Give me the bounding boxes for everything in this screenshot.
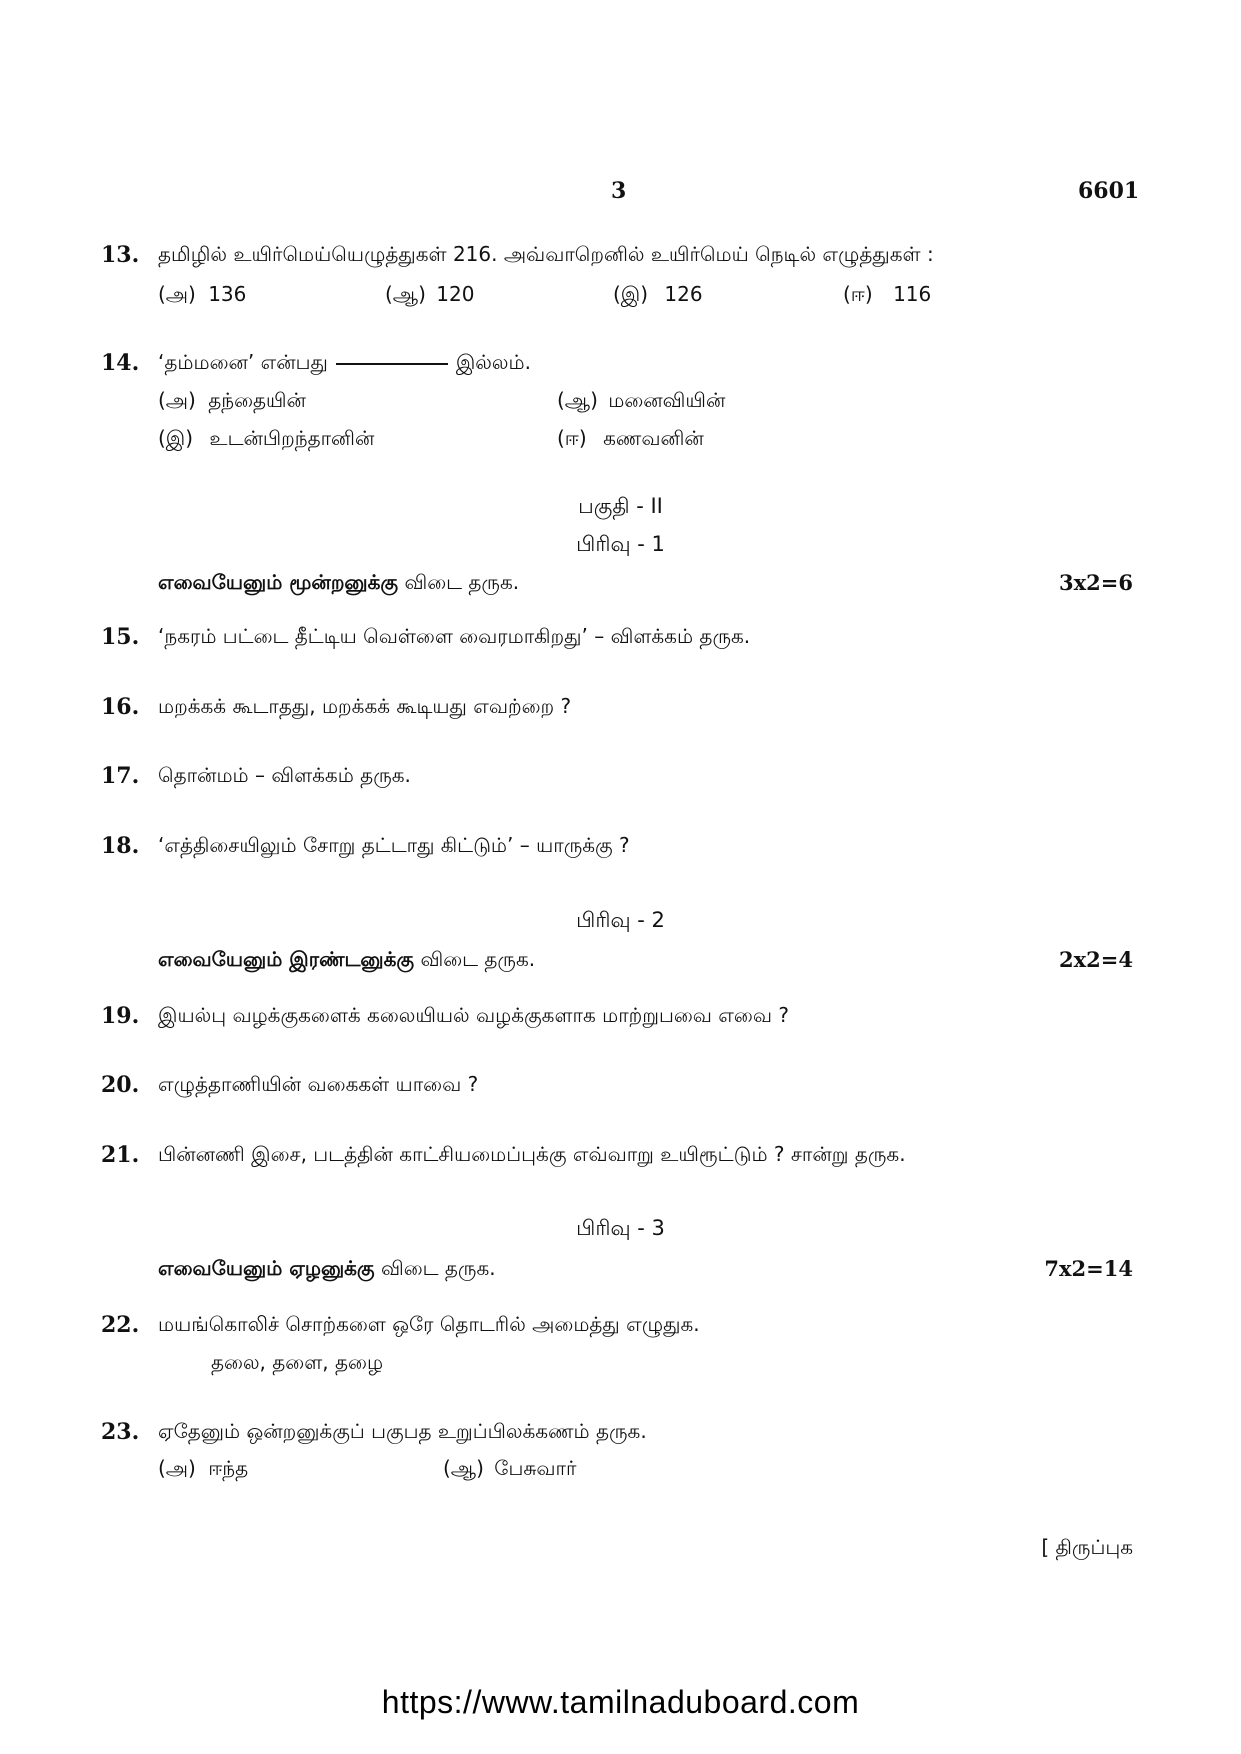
option-b: [385, 282, 474, 309]
option-label: (ஈ): [843, 282, 873, 306]
instruction-rest: விடை தருக.: [420, 947, 536, 971]
option-b: [557, 388, 725, 415]
question-number: 16.: [101, 694, 140, 720]
option-label: (இ): [613, 282, 649, 306]
section-instruction: [158, 947, 535, 974]
option-value: 126: [664, 282, 703, 306]
option-value: பேசுவார்: [494, 1456, 577, 1480]
question-number: 14.: [101, 350, 140, 376]
option-b: [443, 1456, 576, 1483]
section-title: பிரிவு - 1: [576, 532, 665, 556]
option-value: 116: [893, 282, 932, 306]
option-a: [158, 388, 306, 415]
question-number: 22.: [101, 1312, 140, 1338]
question-number: 13.: [101, 242, 140, 268]
option-value: 136: [208, 282, 247, 306]
question-number: 18.: [101, 833, 140, 859]
page-number: 3: [611, 178, 627, 204]
question-text: தொன்மம் – விளக்கம் தருக.: [158, 763, 411, 787]
page-turn-note: [ திருப்புக: [1041, 1535, 1133, 1559]
question-text: பின்னணி இசை, படத்தின் காட்சியமைப்புக்கு எவ்வாறு உயிரூட்டும் ? சான்று தருக.: [158, 1142, 906, 1166]
question-number: 15.: [101, 624, 140, 650]
question-text-end: இல்லம்.: [455, 350, 531, 374]
option-label: (அ): [158, 388, 196, 412]
option-value: தந்தையின்: [208, 388, 306, 412]
question-text: ‘நகரம் பட்டை தீட்டிய வெள்ளை வைரமாகிறது’ – விளக்கம் தருக.: [158, 624, 751, 648]
option-value: 120: [436, 282, 475, 306]
option-c: [613, 282, 703, 309]
section-title: பிரிவு - 3: [576, 1216, 665, 1240]
instruction-rest: விடை தருக.: [380, 1256, 496, 1280]
option-a: [158, 282, 246, 309]
word-list: தலை, தளை, தழை: [211, 1350, 384, 1374]
instruction-rest: விடை தருக.: [404, 570, 520, 594]
question-text: மயங்கொலிச் சொற்களை ஒரே தொடரில் அமைத்து எழுதுக.: [158, 1312, 700, 1336]
option-c: [158, 426, 374, 453]
question-number: 23.: [101, 1419, 140, 1445]
question-number: 17.: [101, 763, 140, 789]
question-text: தமிழில் உயிர்மெய்யெழுத்துகள் 216. அவ்வாறெனில் உயிர்மெய் நெடில் எழுத்துகள் :: [158, 242, 934, 266]
option-d: [843, 282, 931, 309]
option-a: [158, 1456, 248, 1483]
instruction-emphasis: எவையேனும் ஏழனுக்கு: [158, 1256, 375, 1280]
question-text: எழுத்தாணியின் வகைகள் யாவை ?: [158, 1072, 479, 1096]
website-url[interactable]: https://www.tamilnaduboard.com: [381, 1684, 860, 1720]
option-label: (அ): [158, 1456, 196, 1480]
question-text-start: ‘தம்மனை’ என்பது: [158, 350, 328, 374]
paper-code: 6601: [1078, 178, 1140, 204]
question-text: ஏதேனும் ஒன்றனுக்குப் பகுபத உறுப்பிலக்கணம் தருக.: [158, 1419, 647, 1443]
section-marks: 3x2=6: [1059, 570, 1133, 595]
instruction-emphasis: எவையேனும் மூன்றனுக்கு: [158, 570, 399, 594]
instruction-emphasis: எவையேனும் இரண்டனுக்கு: [158, 947, 415, 971]
section-title: பிரிவு - 2: [576, 908, 665, 932]
question-text: [158, 350, 531, 377]
option-value: ஈந்த: [208, 1456, 249, 1480]
question-number: 21.: [101, 1142, 140, 1168]
question-text: ‘எத்திசையிலும் சோறு தட்டாது கிட்டும்’ – யாருக்கு ?: [158, 833, 630, 857]
part-title: பகுதி - II: [578, 494, 663, 518]
option-label: (ஆ): [443, 1456, 484, 1480]
option-label: (ஆ): [557, 388, 598, 412]
option-value: உடன்பிறந்தானின்: [209, 426, 375, 450]
section-marks: 2x2=4: [1059, 947, 1133, 972]
option-value: கணவனின்: [603, 426, 704, 450]
option-label: (இ): [158, 426, 194, 450]
option-d: [557, 426, 704, 453]
option-label: (ஈ): [557, 426, 587, 450]
question-number: 20.: [101, 1072, 140, 1098]
section-instruction: [158, 1256, 496, 1283]
section-marks: 7x2=14: [1044, 1256, 1133, 1281]
fill-blank: [336, 363, 448, 365]
option-label: (ஆ): [385, 282, 426, 306]
option-label: (அ): [158, 282, 196, 306]
question-text: இயல்பு வழக்குகளைக் கலையியல் வழக்குகளாக மாற்றுபவை எவை ?: [158, 1003, 789, 1027]
question-number: 19.: [101, 1003, 140, 1029]
question-text: மறக்கக் கூடாதது, மறக்கக் கூடியது எவற்றை ?: [158, 694, 572, 718]
option-value: மனைவியின்: [608, 388, 726, 412]
section-instruction: [158, 570, 519, 597]
